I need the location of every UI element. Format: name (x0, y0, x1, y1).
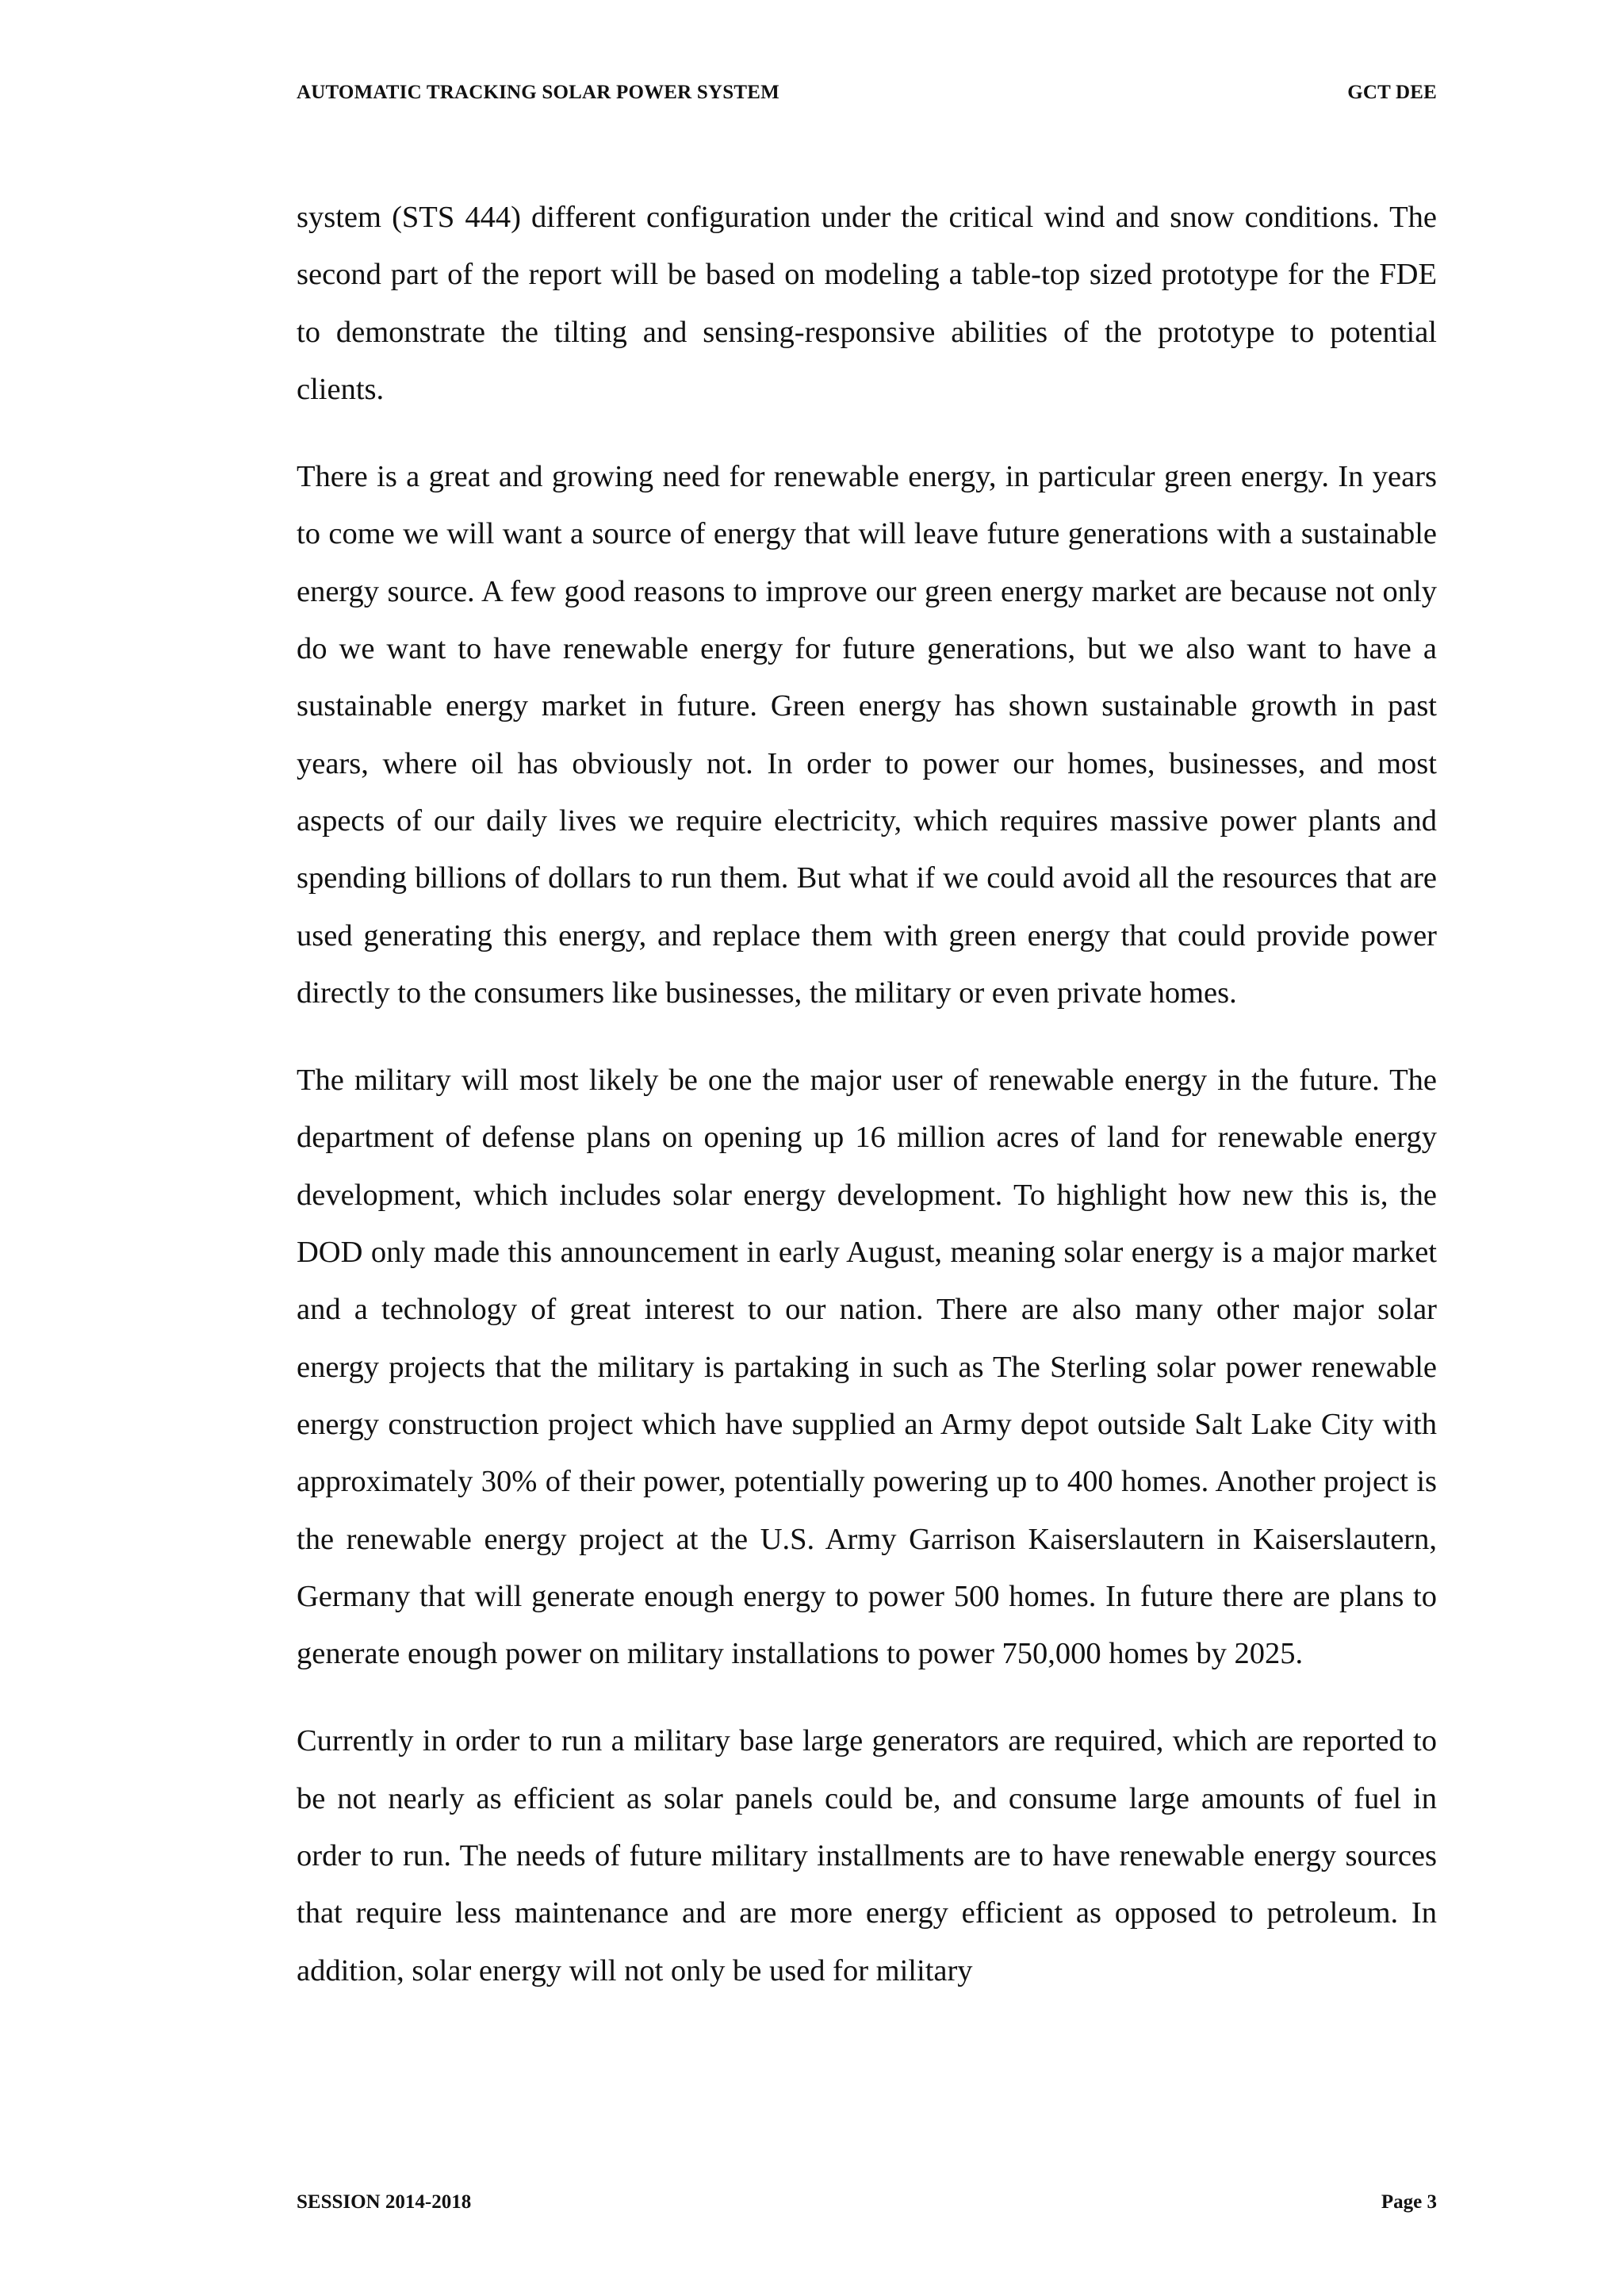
document-title: AUTOMATIC TRACKING SOLAR POWER SYSTEM (297, 82, 779, 103)
body-paragraph: There is a great and growing need for renewable energy, in particular green energy. In years to come we will want a source of energy that will leave future generations with a sustainable energy source. A few good reasons to improve our green energy market are because not only do we want to have renewable energy for future generations, but we also want to have a sustainable energy market in future. Green energy has shown sustainable growth in past years, where oil has obviously not. In order to power our homes, businesses, and most aspects of our daily lives we require electricity, which requires massive power plants and spending billions of dollars to run them. But what if we could avoid all the resources that are used generating this energy, and replace them with green energy that could provide power directly to the consumers like businesses, the military or even private homes. (297, 460, 1437, 1010)
institution-label: GCT DEE (1347, 82, 1437, 103)
page-body (297, 189, 1437, 2030)
page-header (297, 79, 1437, 106)
body-paragraph: Currently in order to run a military base large generators are required, which are reported to be not nearly as efficient as solar panels could be, and consume large amounts of fuel in order to run. The needs of future military installments are to have renewable energy sources that require less maintenance and are more energy efficient as opposed to petroleum. In addition, solar energy will not only be used for military (297, 1724, 1437, 1987)
body-paragraph: The military will most likely be one the major user of renewable energy in the future. The department of defense plans on opening up 16 million acres of land for renewable energy development, which includes solar energy development. To highlight how new this is, the DOD only made this announcement in early August, meaning solar energy is a major market and a technology of great interest to our nation. There are also many other major solar energy projects that the military is partaking in such as The Sterling solar power renewable energy construction project which have supplied an Army depot outside Salt Lake City with approximately 30% of their power, potentially powering up to 400 homes. Another project is the renewable energy project at the U.S. Army Garrison Kaiserslautern in Kaiserslautern, Germany that will generate enough energy to power 500 homes. In future there are plans to generate enough power on military installations to power 750,000 homes by 2025. (297, 1064, 1437, 1671)
body-paragraph: system (STS 444) different configuration under the critical wind and snow conditions. The second part of the report will be based on modeling a table-top sized prototype for the FDE to demonstrate the tilting and sensing-responsive abilities of the prototype to potential clients. (297, 201, 1437, 406)
page-number: Page 3 (1381, 2191, 1437, 2213)
page-footer (297, 2189, 1437, 2216)
session-label: SESSION 2014-2018 (297, 2191, 472, 2213)
